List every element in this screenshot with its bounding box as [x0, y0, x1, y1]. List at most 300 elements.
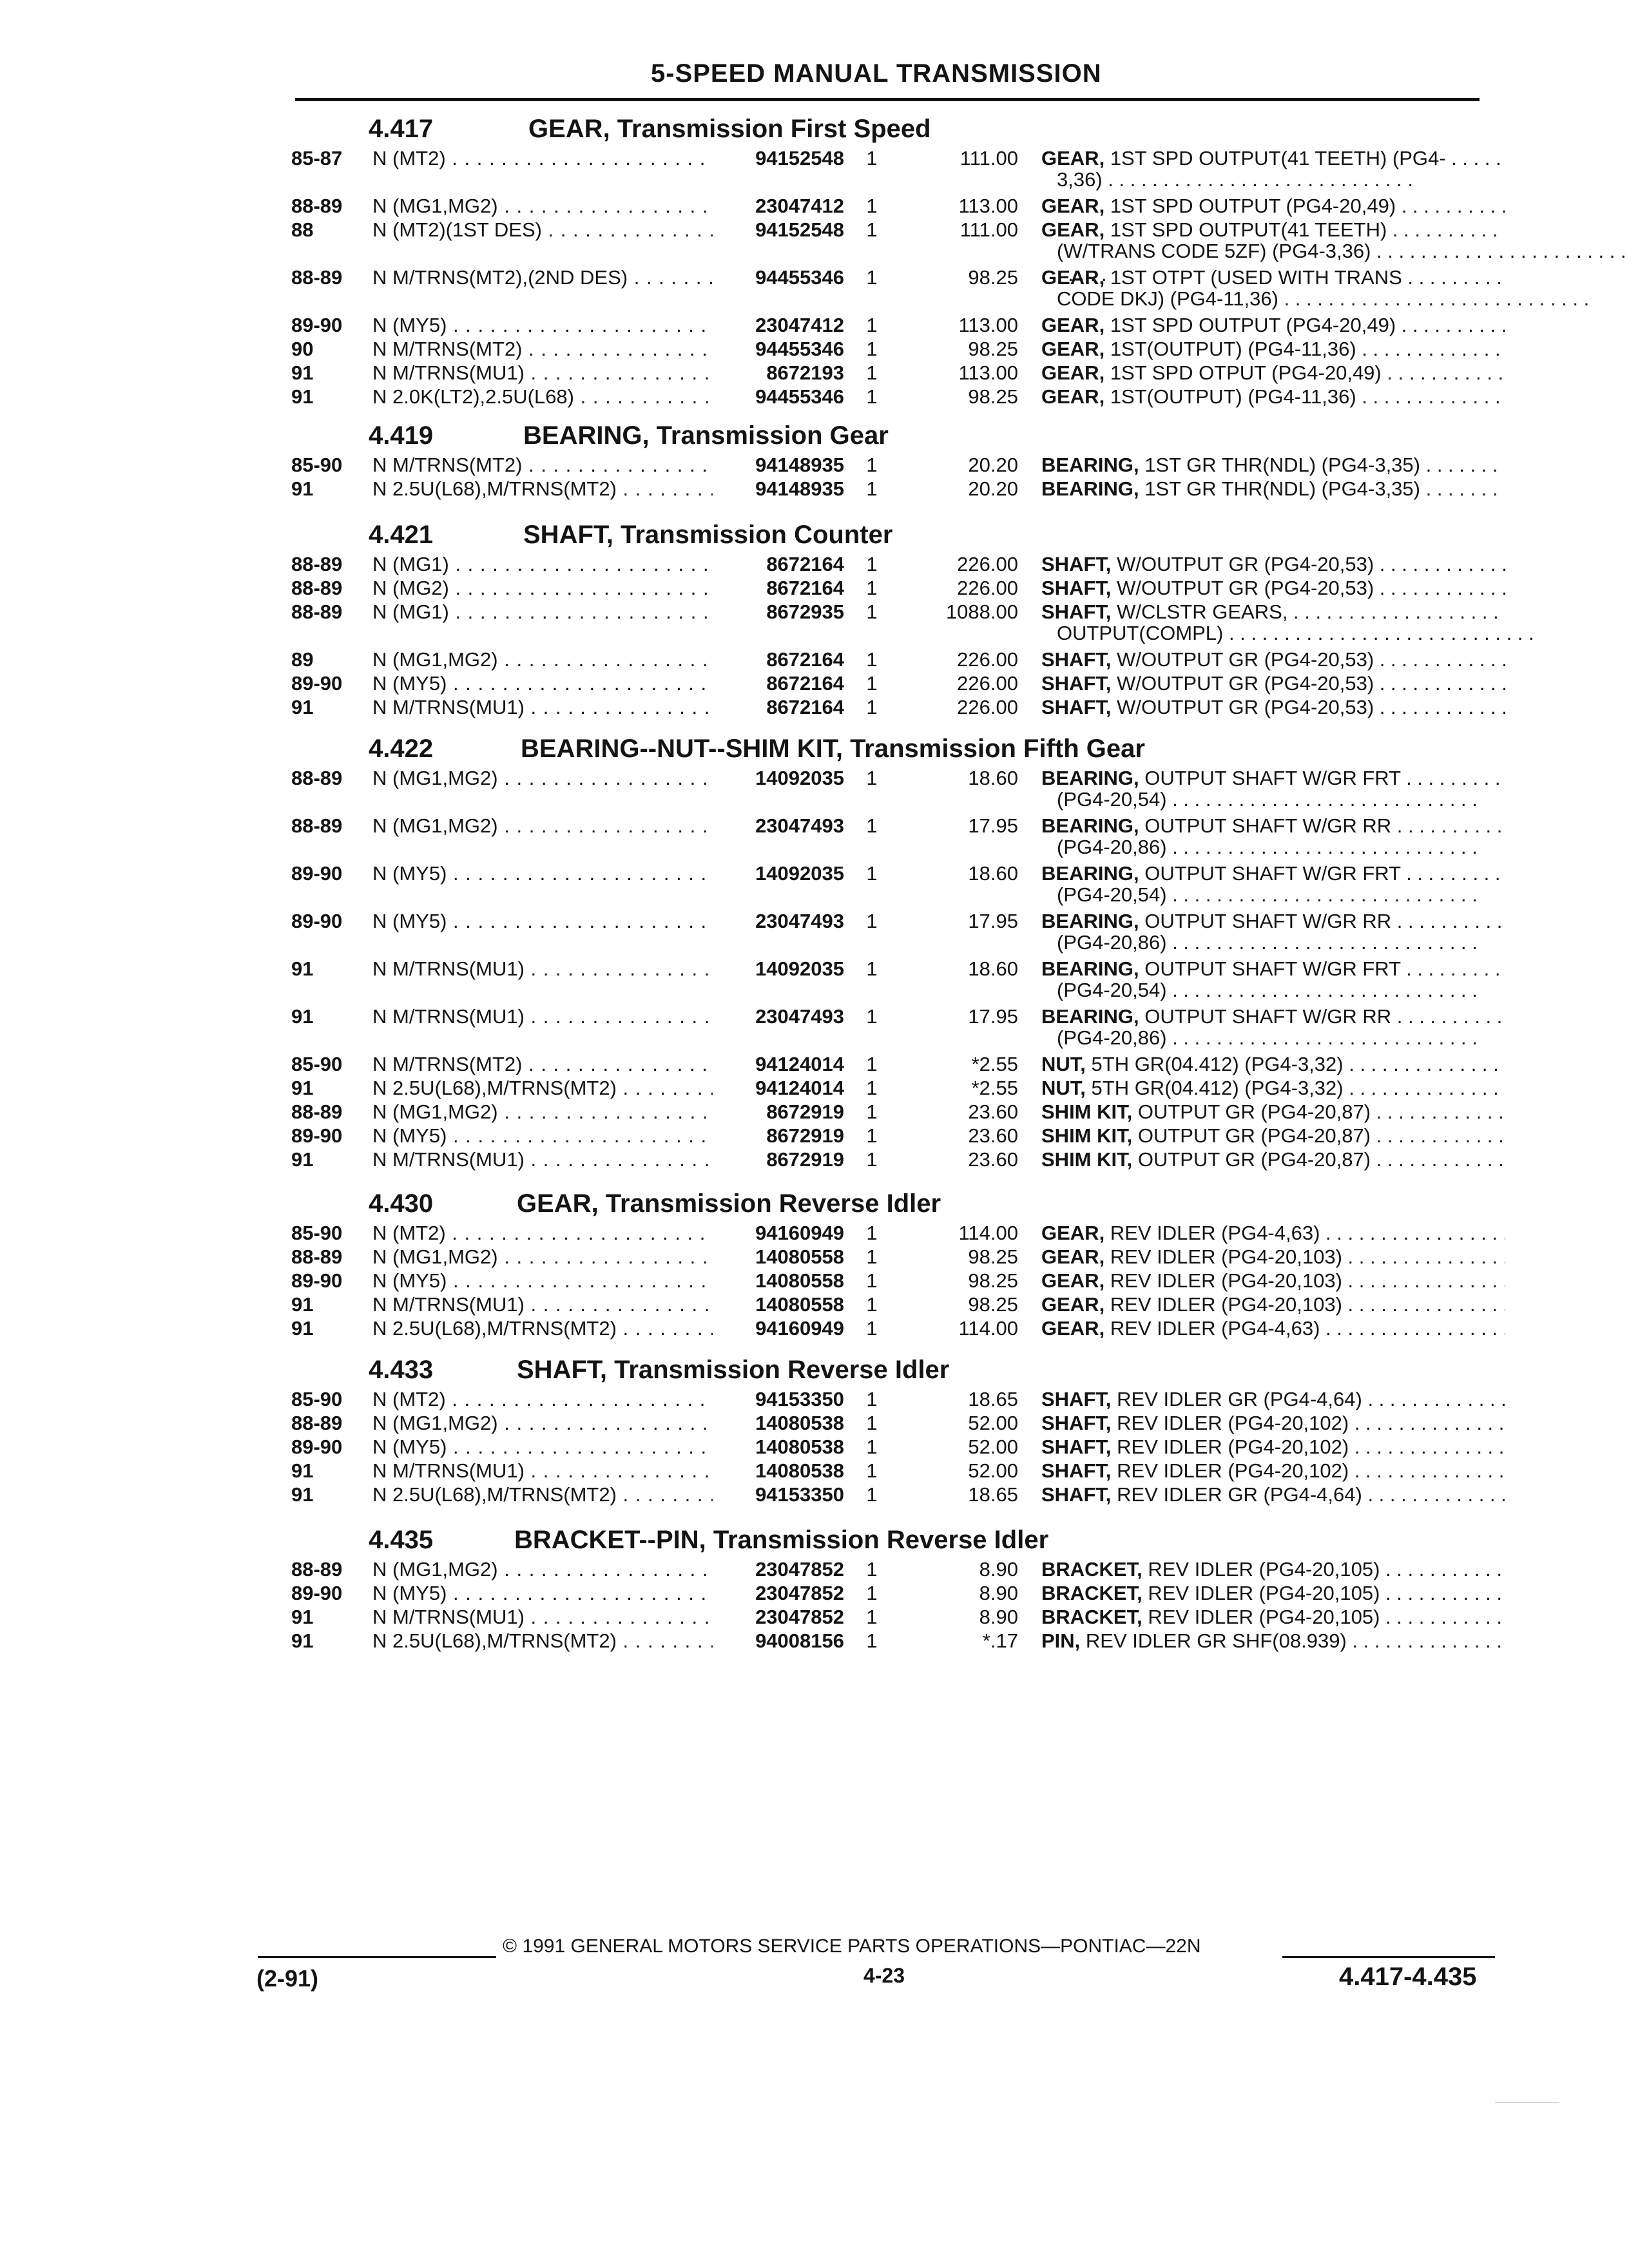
description-text: OUTPUT SHAFT W/GR RR — [1144, 1005, 1392, 1028]
model-years: 89-90 — [291, 672, 343, 695]
application: N 2.5U(L68),M/TRNS(MT2) . . . — [372, 477, 713, 501]
application: N (MT2) . . . — [372, 1222, 713, 1245]
price: 23.60 — [968, 1100, 1018, 1123]
description — [1041, 672, 1505, 695]
price: 8.90 — [979, 1582, 1018, 1604]
price: 1088.00 — [945, 601, 1018, 623]
description-text: OUTPUT GR (PG4-20,87) — [1137, 1100, 1371, 1123]
price: 18.65 — [968, 1388, 1018, 1410]
application: N (MY5) . . . — [372, 1582, 713, 1605]
description-text: REV IDLER GR (PG4-4,64) — [1117, 1483, 1362, 1506]
description-continuation: CODE DKJ) (PG4-11,36) . . . — [1057, 287, 1589, 311]
quantity: 1 — [866, 1582, 878, 1604]
price: 52.00 — [968, 1412, 1018, 1434]
section-number: 4.417 — [369, 115, 434, 143]
footer-date: (2-91) — [256, 1965, 319, 1992]
application: N M/TRNS(MU1) . . . — [372, 1459, 713, 1483]
footer-copyright: © 1991 GENERAL MOTORS SERVICE PARTS OPERATIONS—PONTIAC—22N — [503, 1936, 1201, 1957]
model-years: 91 — [291, 1606, 314, 1628]
model-years: 89 — [291, 648, 314, 671]
description-noun: GEAR, — [1041, 1317, 1105, 1340]
quantity: 1 — [866, 910, 878, 932]
part-row — [0, 1222, 1629, 1245]
price: 18.60 — [968, 862, 1018, 885]
quantity: 1 — [866, 1483, 878, 1506]
model-years: 91 — [291, 1317, 314, 1340]
description-noun: BEARING, — [1041, 477, 1139, 500]
description — [1041, 338, 1505, 361]
price: 113.00 — [958, 314, 1018, 336]
part-row — [0, 1629, 1629, 1653]
description-text: 1ST GR THR(NDL) (PG4-3,35) — [1144, 454, 1420, 476]
description-noun: BEARING, — [1041, 814, 1139, 837]
description — [1041, 1317, 1505, 1340]
description-text: REV IDLER (PG4-20,103) — [1110, 1293, 1342, 1316]
quantity: 1 — [866, 601, 878, 623]
application: N M/TRNS(MU1) . . . — [372, 361, 713, 385]
part-row — [0, 672, 1629, 695]
description — [1041, 957, 1505, 981]
section-title: GEAR, Transmission Reverse Idler — [517, 1189, 941, 1218]
application: N (MG1,MG2) . . . — [372, 1100, 713, 1124]
part-row — [0, 385, 1629, 408]
price: 226.00 — [957, 696, 1018, 718]
description — [1041, 1077, 1505, 1100]
description — [1041, 385, 1505, 408]
description — [1041, 1100, 1505, 1124]
model-years: 88-89 — [291, 814, 343, 837]
part-number: 94160949 — [755, 1222, 844, 1244]
price: 113.00 — [958, 195, 1018, 217]
description — [1041, 1148, 1505, 1171]
description-text: OUTPUT SHAFT W/GR FRT — [1144, 957, 1401, 980]
quantity: 1 — [866, 1606, 878, 1628]
price: 98.25 — [968, 1245, 1018, 1268]
part-number: 94160949 — [755, 1317, 844, 1340]
description-continuation: (PG4-20,54) . . . — [1057, 788, 1478, 811]
part-row — [0, 1100, 1629, 1124]
description — [1041, 1459, 1505, 1483]
part-row — [0, 601, 1629, 624]
model-years: 89-90 — [291, 1582, 343, 1604]
footer-rule-left — [258, 1956, 496, 1958]
model-years: 91 — [291, 1077, 314, 1099]
description-text: REV IDLER (PG4-20,102) — [1117, 1412, 1349, 1434]
description-noun: GEAR, — [1041, 195, 1105, 217]
quantity: 1 — [866, 577, 878, 599]
description — [1041, 577, 1505, 600]
description-text: REV IDLER (PG4-20,103) — [1110, 1245, 1342, 1268]
part-number: 23047493 — [755, 1005, 844, 1028]
section-title: BEARING, Transmission Gear — [523, 421, 889, 450]
description-text: 5TH GR(04.412) (PG4-3,32) — [1091, 1053, 1344, 1075]
part-row — [0, 696, 1629, 719]
application: N M/TRNS(MU1) . . . — [372, 1293, 713, 1316]
part-row — [0, 1483, 1629, 1506]
part-row — [0, 338, 1629, 361]
quantity: 1 — [866, 1317, 878, 1340]
description-noun: SHAFT, — [1041, 601, 1112, 623]
model-years: 85-90 — [291, 454, 343, 476]
application: N (MT2) . . . — [372, 1388, 713, 1411]
price: 98.25 — [968, 1293, 1018, 1316]
description-text: 1ST SPD OUTPUT(41 TEETH) — [1110, 218, 1387, 241]
part-row — [0, 1317, 1629, 1340]
description — [1041, 814, 1505, 838]
description-noun: NUT, — [1041, 1077, 1086, 1099]
model-years: 89-90 — [291, 1124, 343, 1147]
description — [1041, 767, 1505, 790]
description-text: OUTPUT GR (PG4-20,87) — [1137, 1148, 1371, 1171]
part-row — [0, 1077, 1629, 1100]
price: 8.90 — [979, 1606, 1018, 1628]
quantity: 1 — [866, 696, 878, 718]
part-row — [0, 814, 1629, 838]
description-noun: BRACKET, — [1041, 1582, 1142, 1604]
price: 18.60 — [968, 767, 1018, 789]
description-text: REV IDLER (PG4-20,102) — [1117, 1459, 1349, 1482]
model-years: 88-89 — [291, 266, 343, 289]
part-number: 94008156 — [755, 1629, 844, 1652]
model-years: 89-90 — [291, 314, 343, 336]
application: N M/TRNS(MT2) . . . — [372, 338, 713, 361]
part-number: 94148935 — [755, 454, 844, 476]
description-text: W/OUTPUT GR (PG4-20,53) — [1117, 696, 1374, 718]
model-years: 89-90 — [291, 1269, 343, 1292]
description-noun: SHAFT, — [1041, 696, 1112, 718]
description-noun: SHAFT, — [1041, 672, 1112, 695]
description — [1041, 910, 1505, 933]
model-years: 91 — [291, 1459, 314, 1482]
part-row — [0, 147, 1629, 170]
model-years: 91 — [291, 957, 314, 980]
part-number: 14080538 — [755, 1436, 844, 1458]
quantity: 1 — [866, 338, 878, 360]
price: 226.00 — [957, 672, 1018, 695]
application: N (MG2) . . . — [372, 577, 713, 600]
quantity: 1 — [866, 862, 878, 885]
model-years: 88-89 — [291, 1100, 343, 1123]
price: 226.00 — [957, 553, 1018, 575]
part-number: 8672164 — [766, 648, 844, 671]
part-row — [0, 1388, 1629, 1411]
part-number: 23047493 — [755, 910, 844, 932]
model-years: 88-89 — [291, 1558, 343, 1581]
application: N (MT2) . . . — [372, 147, 713, 170]
part-number: 8672193 — [766, 361, 844, 384]
description — [1041, 1222, 1505, 1245]
description — [1041, 454, 1505, 477]
price: 20.20 — [968, 454, 1018, 476]
quantity: 1 — [866, 767, 878, 789]
description-noun: GEAR, — [1041, 1269, 1105, 1292]
description — [1041, 1436, 1505, 1459]
quantity: 1 — [866, 454, 878, 476]
part-number: 23047493 — [755, 814, 844, 837]
price: 114.00 — [958, 1317, 1018, 1340]
description-text: 1ST SPD OUTPUT(41 TEETH) (PG4- — [1110, 147, 1446, 169]
part-row — [0, 553, 1629, 576]
price: 17.95 — [968, 1005, 1018, 1028]
model-years: 85-87 — [291, 147, 343, 169]
part-number: 94152548 — [755, 147, 844, 169]
quantity: 1 — [866, 672, 878, 695]
part-number: 94455346 — [755, 338, 844, 360]
description-noun: BEARING, — [1041, 454, 1139, 476]
footer-section-range: 4.417-4.435 — [1339, 1963, 1477, 1991]
quantity: 1 — [866, 814, 878, 837]
part-row — [0, 767, 1629, 790]
description — [1041, 1269, 1505, 1293]
description-text: REV IDLER (PG4-20,105) — [1148, 1582, 1380, 1604]
description — [1041, 477, 1505, 501]
part-number: 14080538 — [755, 1459, 844, 1482]
part-row — [0, 648, 1629, 671]
section-title: GEAR, Transmission First Speed — [528, 115, 931, 143]
description-noun: GEAR, — [1041, 218, 1105, 241]
description-text: REV IDLER (PG4-20,105) — [1148, 1558, 1380, 1581]
price: 98.25 — [968, 1269, 1018, 1292]
part-row — [0, 314, 1629, 337]
application: N 2.5U(L68),M/TRNS(MT2) . . . — [372, 1317, 713, 1340]
part-row — [0, 1436, 1629, 1459]
application: N 2.5U(L68),M/TRNS(MT2) . . . — [372, 1629, 713, 1653]
quantity: 1 — [866, 1222, 878, 1244]
description-text: 1ST GR THR(NDL) (PG4-3,35) — [1144, 477, 1420, 500]
quantity: 1 — [866, 1124, 878, 1147]
section-title: BRACKET--PIN, Transmission Reverse Idler — [514, 1526, 1049, 1554]
quantity: 1 — [866, 361, 878, 384]
section-title: SHAFT, Transmission Reverse Idler — [517, 1356, 950, 1384]
section-title: BEARING--NUT--SHIM KIT, Transmission Fifth Gear — [521, 735, 1145, 763]
application: N M/TRNS(MU1) . . . — [372, 1148, 713, 1171]
part-row — [0, 1148, 1629, 1171]
part-row — [0, 1293, 1629, 1316]
part-number: 23047852 — [755, 1606, 844, 1628]
part-number: 8672164 — [766, 577, 844, 599]
description-noun: SHIM KIT, — [1041, 1124, 1133, 1147]
description-text: W/CLSTR GEARS, — [1117, 601, 1288, 623]
application: N M/TRNS(MU1) . . . — [372, 1005, 713, 1028]
part-number: 8672164 — [766, 696, 844, 718]
description — [1041, 1388, 1505, 1411]
price: 20.20 — [968, 477, 1018, 500]
description-noun: GEAR, — [1041, 1245, 1105, 1268]
model-years: 89-90 — [291, 1436, 343, 1458]
description — [1041, 1005, 1505, 1028]
description-noun: BEARING, — [1041, 767, 1139, 789]
part-row — [0, 862, 1629, 885]
page-header-title: 5-SPEED MANUAL TRANSMISSION — [651, 59, 1102, 88]
description — [1041, 1483, 1505, 1506]
part-number: 94152548 — [755, 218, 844, 241]
description-noun: BEARING, — [1041, 910, 1139, 932]
price: 18.60 — [968, 957, 1018, 980]
description-text: REV IDLER (PG4-4,63) — [1110, 1317, 1320, 1340]
part-number: 23047852 — [755, 1582, 844, 1604]
description-noun: BRACKET, — [1041, 1606, 1142, 1628]
description-text: 1ST(OUTPUT) (PG4-11,36) — [1110, 385, 1356, 408]
description — [1041, 696, 1505, 719]
description-text: W/OUTPUT GR (PG4-20,53) — [1117, 648, 1374, 671]
description-text: 1ST SPD OTPUT (PG4-20,49) — [1110, 361, 1382, 384]
quantity: 1 — [866, 385, 878, 408]
part-number: 94124014 — [755, 1053, 844, 1075]
part-row — [0, 1459, 1629, 1483]
footer-page-number: 4-23 — [863, 1964, 905, 1987]
part-number: 94124014 — [755, 1077, 844, 1099]
application: N (MG1,MG2) . . . — [372, 814, 713, 838]
application: N (MT2)(1ST DES) . . . — [372, 218, 713, 242]
model-years: 85-90 — [291, 1222, 343, 1244]
description — [1041, 1245, 1505, 1269]
model-years: 88-89 — [291, 553, 343, 575]
price: 52.00 — [968, 1436, 1018, 1458]
description-continuation: (PG4-20,54) . . . — [1057, 979, 1478, 1002]
description — [1041, 361, 1505, 385]
quantity: 1 — [866, 1100, 878, 1123]
quantity: 1 — [866, 1558, 878, 1581]
application: N (MY5) . . . — [372, 910, 713, 933]
description — [1041, 314, 1505, 337]
model-years: 91 — [291, 477, 314, 500]
header-rule — [295, 98, 1480, 101]
price: 111.00 — [959, 147, 1018, 169]
application: N (MG1,MG2) . . . — [372, 1412, 713, 1435]
quantity: 1 — [866, 1459, 878, 1482]
part-number: 8672164 — [766, 553, 844, 575]
part-number: 8672919 — [766, 1148, 844, 1171]
part-number: 14080558 — [755, 1293, 844, 1316]
price: *2.55 — [971, 1053, 1018, 1075]
model-years: 91 — [291, 1005, 314, 1028]
description-noun: BEARING, — [1041, 862, 1139, 885]
description-noun: SHIM KIT, — [1041, 1148, 1133, 1171]
quantity: 1 — [866, 1077, 878, 1099]
quantity: 1 — [866, 195, 878, 217]
model-years: 88-89 — [291, 1245, 343, 1268]
model-years: 91 — [291, 385, 314, 408]
quantity: 1 — [866, 1245, 878, 1268]
description-continuation: (PG4-20,54) . . . — [1057, 883, 1478, 907]
description-noun: GEAR, — [1041, 1293, 1105, 1316]
section-number: 4.435 — [369, 1526, 434, 1554]
part-number: 8672164 — [766, 672, 844, 695]
quantity: 1 — [866, 1053, 878, 1075]
description-noun: SHAFT, — [1041, 1436, 1112, 1458]
description-noun: GEAR, — [1041, 385, 1105, 408]
description — [1041, 601, 1505, 624]
price: 98.25 — [968, 385, 1018, 408]
part-number: 94455346 — [755, 266, 844, 289]
part-number: 14092035 — [755, 957, 844, 980]
part-number: 23047852 — [755, 1558, 844, 1581]
model-years: 91 — [291, 1293, 314, 1316]
description-noun: GEAR, — [1041, 361, 1105, 384]
description-noun: NUT, — [1041, 1053, 1086, 1075]
model-years: 88-89 — [291, 1412, 343, 1434]
quantity: 1 — [866, 553, 878, 575]
description — [1041, 195, 1505, 218]
description-text: W/OUTPUT GR (PG4-20,53) — [1117, 577, 1374, 599]
model-years: 90 — [291, 338, 314, 360]
description-continuation: OUTPUT(COMPL) . . . — [1057, 622, 1534, 645]
price: *.17 — [982, 1629, 1018, 1652]
description-text: REV IDLER (PG4-20,105) — [1148, 1606, 1380, 1628]
quantity: 1 — [866, 1388, 878, 1410]
description-text: REV IDLER (PG4-4,63) — [1110, 1222, 1320, 1244]
price: 113.00 — [958, 361, 1018, 384]
part-number: 23047412 — [755, 314, 844, 336]
model-years: 85-90 — [291, 1053, 343, 1075]
description-text: 5TH GR(04.412) (PG4-3,32) — [1091, 1077, 1344, 1099]
quantity: 1 — [866, 648, 878, 671]
description — [1041, 147, 1505, 170]
part-number: 8672919 — [766, 1124, 844, 1147]
part-number: 94148935 — [755, 477, 844, 500]
model-years: 89-90 — [291, 910, 343, 932]
description-continuation: 3,36) . . . — [1057, 168, 1413, 191]
description-text: 1ST SPD OUTPUT (PG4-20,49) — [1110, 314, 1396, 336]
part-number: 94153350 — [755, 1483, 844, 1506]
application: N M/TRNS(MU1) . . . — [372, 696, 713, 719]
description-continuation: (PG4-20,86) . . . — [1057, 836, 1478, 859]
description-noun: SHAFT, — [1041, 553, 1112, 575]
part-row — [0, 957, 1629, 981]
part-row — [0, 195, 1629, 218]
part-row — [0, 1412, 1629, 1435]
description-text: OUTPUT SHAFT W/GR RR — [1144, 814, 1392, 837]
quantity: 1 — [866, 1293, 878, 1316]
description-text: W/OUTPUT GR (PG4-20,53) — [1117, 672, 1374, 695]
price: *2.55 — [971, 1077, 1018, 1099]
part-number: 8672935 — [766, 601, 844, 623]
section-number: 4.422 — [369, 735, 434, 763]
quantity: 1 — [866, 314, 878, 336]
description-noun: SHAFT, — [1041, 1459, 1112, 1482]
part-number: 94455346 — [755, 385, 844, 408]
quantity: 1 — [866, 1436, 878, 1458]
description — [1041, 1053, 1505, 1076]
application: N (MY5) . . . — [372, 314, 713, 337]
scan-mark — [1495, 2102, 1559, 2103]
quantity: 1 — [866, 1629, 878, 1652]
section-number: 4.430 — [369, 1189, 434, 1218]
description-noun: BEARING, — [1041, 957, 1139, 980]
application: N M/TRNS(MT2),(2ND DES) . . . — [372, 266, 713, 289]
application: N (MG1) . . . — [372, 553, 713, 576]
price: 114.00 — [958, 1222, 1018, 1244]
description-continuation: (PG4-20,86) . . . — [1057, 931, 1478, 954]
description-text: OUTPUT SHAFT W/GR FRT — [1144, 862, 1401, 885]
description-text: OUTPUT SHAFT W/GR RR — [1144, 910, 1392, 932]
price: 17.95 — [968, 910, 1018, 932]
application: N 2.0K(LT2),2.5U(L68) . . . — [372, 385, 713, 408]
model-years: 88-89 — [291, 577, 343, 599]
part-row — [0, 1053, 1629, 1076]
description-text: REV IDLER (PG4-20,102) — [1117, 1436, 1349, 1458]
price: 111.00 — [959, 218, 1018, 241]
application: N (MG1,MG2) . . . — [372, 648, 713, 671]
part-number: 14080558 — [755, 1269, 844, 1292]
application: N (MG1,MG2) . . . — [372, 195, 713, 218]
description — [1041, 1629, 1505, 1653]
model-years: 88-89 — [291, 601, 343, 623]
model-years: 85-90 — [291, 1388, 343, 1410]
description-noun: SHAFT, — [1041, 1412, 1112, 1434]
description — [1041, 862, 1505, 885]
part-row — [0, 1606, 1629, 1629]
